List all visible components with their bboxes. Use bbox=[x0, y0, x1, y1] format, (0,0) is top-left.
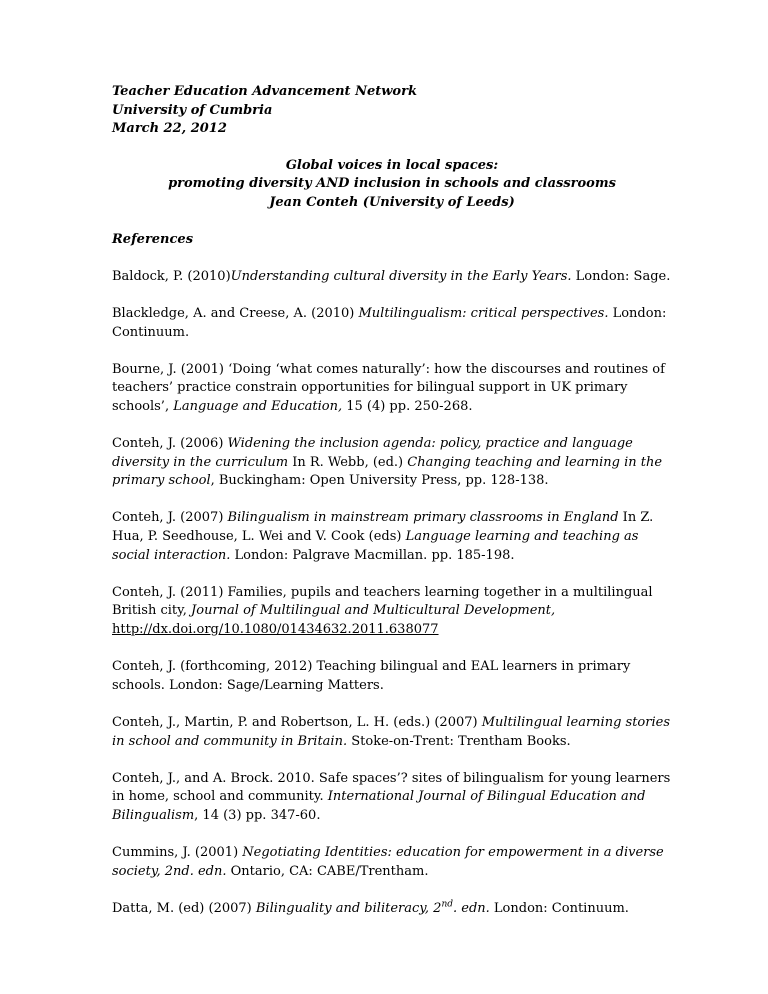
reference-item: Conteh, J. (forthcoming, 2012) Teaching bilingual and EAL learners in primary schools. London: Sage/Learning Matters. bbox=[112, 659, 631, 693]
document-page bbox=[112, 83, 672, 919]
reference-item: Blackledge, A. and Creese, A. (2010) Multilingualism: critical perspectives. London: Continuum. bbox=[112, 305, 667, 340]
reference-item: Cummins, J. (2001) Negotiating Identities: education for empowerment in a diverse society, 2nd. edn. Ontario, CA: CABE/Trentham. bbox=[112, 845, 664, 879]
references-list bbox=[112, 268, 672, 919]
event-date: March 22, 2012 bbox=[112, 121, 227, 137]
reference-item: Conteh, J. (2006) Widening the inclusion agenda: policy, practice and language diversity in the curriculum In R. Webb, (ed.) Changing teaching and learning in the primary school, Buckingham: Open University Press, pp. 128-138. bbox=[112, 436, 663, 489]
title-line-2: promoting diversity AND inclusion in schools and classrooms bbox=[168, 176, 616, 192]
document-title bbox=[112, 157, 672, 213]
reference-item: Conteh, J. (2011) Families, pupils and teachers learning together in a multilingual British city, Journal of Multilingual and Multicultural Development, http://dx.doi.org/10.1080/01434632.2011.638077 bbox=[112, 584, 653, 638]
reference-item: Conteh, J., and A. Brock. 2010. Safe spaces’? sites of bilingualism for young learners in home, school and community. International Journal of Bilingual Education and Bilingualism, 14 (3) pp. 347-60. bbox=[112, 770, 671, 823]
document-header bbox=[112, 83, 672, 139]
university-name: University of Cumbria bbox=[112, 102, 273, 118]
reference-item: Conteh, J. (2007) Bilingualism in mainstream primary classrooms in England In Z. Hua, P. Seedhouse, L. Wei and V. Cook (eds) Language learning and teaching as social interaction. London: Palgrave Macmillan. pp. 185-198. bbox=[112, 510, 654, 563]
doi-link[interactable]: http://dx.doi.org/10.1080/01434632.2011.638077 bbox=[112, 622, 439, 638]
organization-name: Teacher Education Advancement Network bbox=[112, 84, 417, 99]
author-line: Jean Conteh (University of Leeds) bbox=[269, 194, 515, 210]
reference-item: Bourne, J. (2001) ‘Doing ‘what comes naturally’: how the discourses and routines of teachers’ practice constrain opportunities for bilingual support in UK primary schools’, Language and Education, 15 (4) pp. 250-268. bbox=[112, 361, 665, 414]
title-line-1: Global voices in local spaces: bbox=[285, 157, 499, 173]
reference-item: Baldock, P. (2010)Understanding cultural diversity in the Early Years. London: Sage. bbox=[112, 268, 671, 284]
references-heading: References bbox=[112, 231, 194, 247]
reference-item: Conteh, J., Martin, P. and Robertson, L. H. (eds.) (2007) Multilingual learning stories in school and community in Britain. Stoke-on-Trent: Trentham Books. bbox=[112, 715, 670, 749]
reference-item: Datta, M. (ed) (2007) Bilinguality and biliteracy, 2nd. edn. London: Continuum. bbox=[112, 899, 629, 916]
